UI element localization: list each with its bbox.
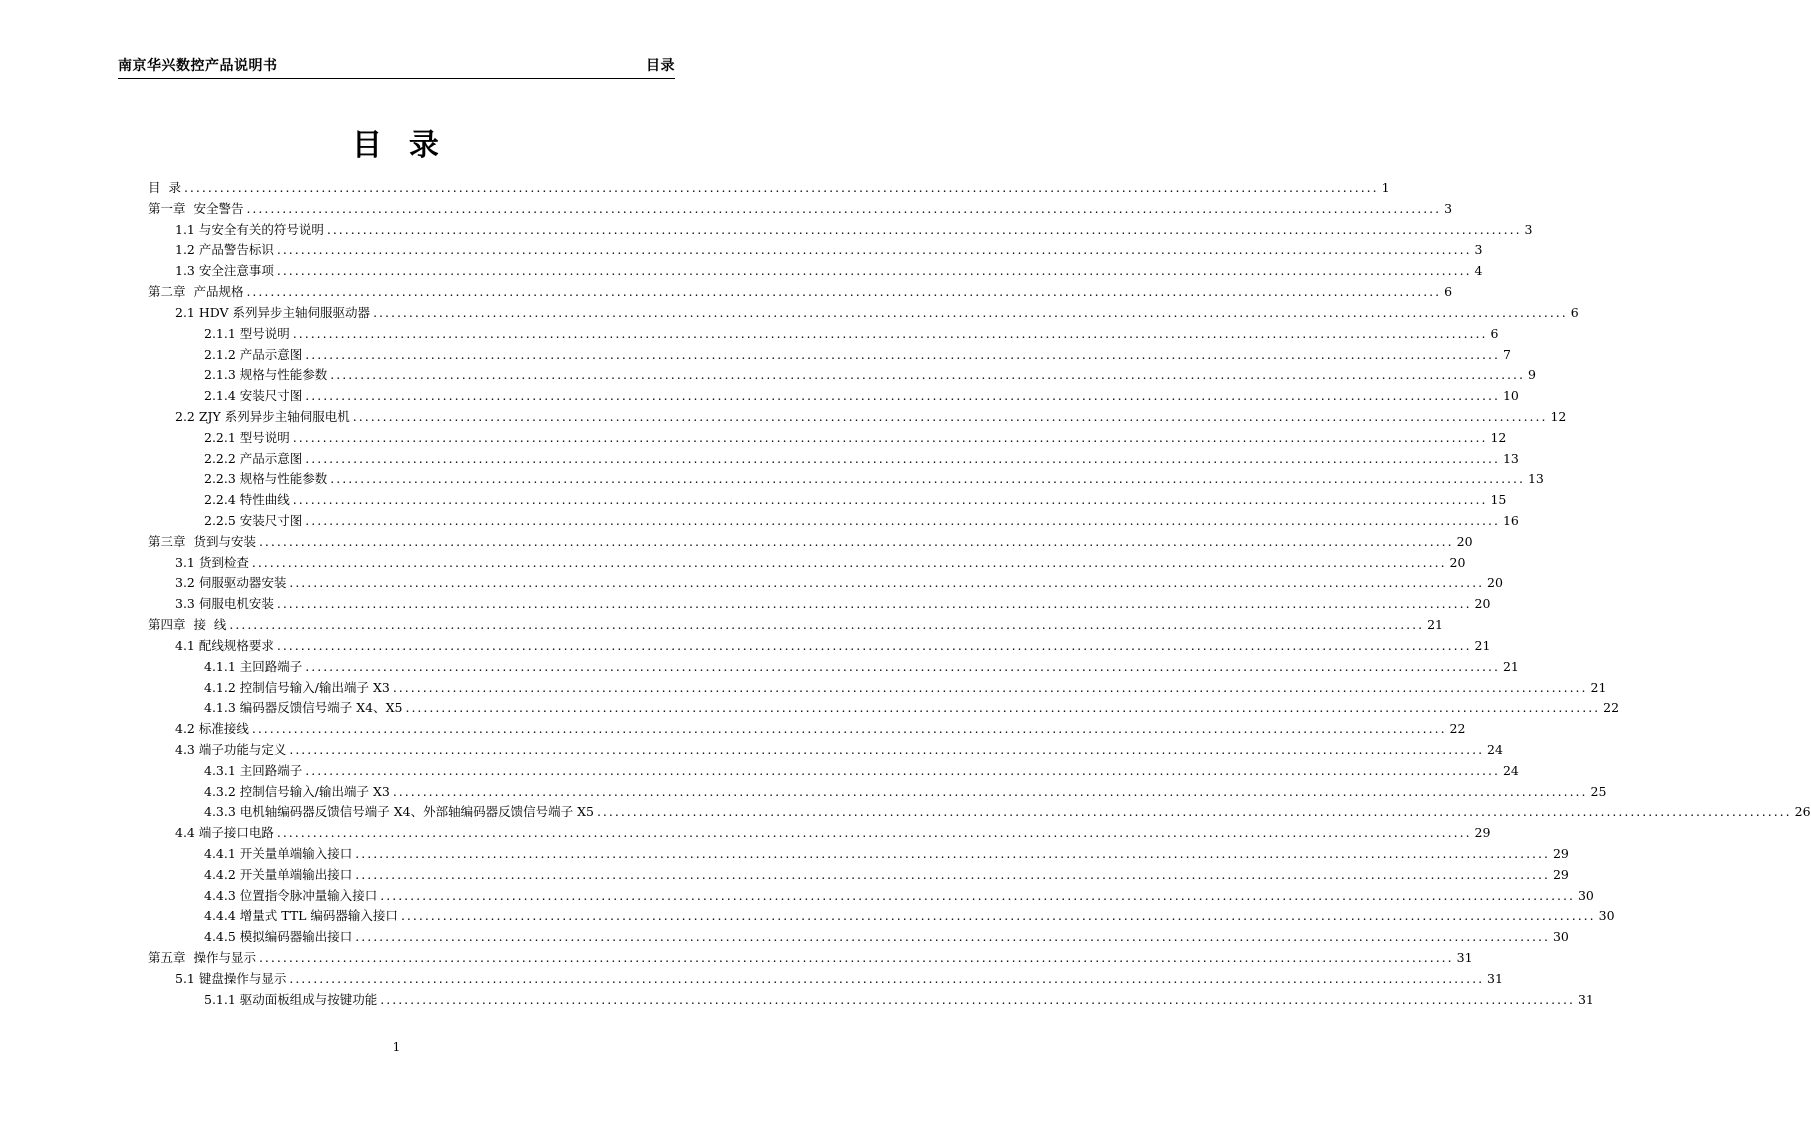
toc-entry[interactable] <box>148 511 1519 532</box>
toc-entry-page: 31 <box>1577 991 1594 1007</box>
toc-entry-label: 1.3 安全注意事项 <box>175 263 274 279</box>
toc-entry[interactable] <box>148 240 1483 261</box>
toc-entry[interactable] <box>148 428 1507 449</box>
toc-entry[interactable] <box>148 345 1511 366</box>
toc-entry-page: 30 <box>1552 929 1569 945</box>
toc-entry-label: 4.1.1 主回路端子 <box>204 658 303 674</box>
toc-entry-page: 24 <box>1487 741 1503 757</box>
toc-entry-label: 3.2 伺服驱动器安装 <box>175 575 287 591</box>
toc-entry[interactable] <box>148 698 1620 719</box>
toc-entry-label: 第二章 产品规格 <box>148 284 244 300</box>
toc-entry-page: 13 <box>1502 450 1519 466</box>
toc-entry-label: 2.1.2 产品示意图 <box>204 346 303 362</box>
toc-entry-label: 3.1 货到检查 <box>175 554 249 570</box>
toc-entry-page: 6 <box>1490 325 1499 341</box>
toc-entry[interactable] <box>148 303 1579 324</box>
toc-entry-label: 4.3 端子功能与定义 <box>175 741 287 757</box>
toc-entry-page: 26 <box>1794 804 1811 820</box>
toc-leader-dots: ........................................................................................................................................................................................................ <box>355 846 1550 861</box>
toc-entry[interactable] <box>148 573 1503 594</box>
toc-entry[interactable] <box>148 532 1473 553</box>
toc-leader-dots: ........................................................................................................................................................................................................ <box>292 325 1488 341</box>
toc-leader-dots: ........................................................................................................................................................................................................ <box>229 617 1425 633</box>
toc-entry-label: 2.1 HDV 系列异步主轴伺服驱动器 <box>175 304 371 320</box>
toc-entry-label: 2.2 ZJY 系列异步主轴伺服电机 <box>175 408 350 424</box>
toc-entry-label: 5.1 键盘操作与显示 <box>175 970 287 986</box>
toc-entry[interactable] <box>148 636 1491 657</box>
toc-leader-dots: ........................................................................................................................................................................................................ <box>596 804 1792 820</box>
toc-entry[interactable] <box>148 220 1533 241</box>
toc-leader-dots: ........................................................................................................................................................................................................ <box>276 242 1472 258</box>
toc-leader-dots: ........................................................................................................................................................................................................ <box>305 762 1500 778</box>
toc-entry[interactable] <box>148 615 1443 636</box>
toc-entry-page: 29 <box>1552 846 1569 861</box>
toc-entry-label: 1.1 与安全有关的符号说明 <box>175 221 324 237</box>
toc-leader-dots: ........................................................................................................................................................................................................ <box>289 741 1485 757</box>
toc-leader-dots: ........................................................................................................................................................................................................ <box>326 221 1522 237</box>
toc-entry[interactable] <box>148 449 1519 470</box>
toc-entry[interactable] <box>148 407 1567 428</box>
toc-entry[interactable] <box>148 823 1491 844</box>
toc-entry-page: 3 <box>1524 221 1533 237</box>
toc-entry[interactable] <box>148 490 1507 511</box>
toc-entry-page: 6 <box>1444 284 1453 300</box>
toc-entry-page: 29 <box>1474 825 1491 841</box>
toc-entry-label: 2.2.3 规格与性能参数 <box>204 471 328 487</box>
toc-leader-dots: ........................................................................................................................................................................................................ <box>330 471 1525 487</box>
toc-entry-label: 第五章 操作与显示 <box>148 950 256 966</box>
toc-entry[interactable] <box>148 719 1466 740</box>
toc-entry-page: 22 <box>1603 700 1620 716</box>
toc-entry[interactable] <box>148 594 1491 615</box>
toc-entry-page: 30 <box>1598 908 1615 924</box>
toc-entry[interactable] <box>148 386 1519 407</box>
toc-entry-label: 4.4.5 模拟编码器输出接口 <box>204 929 353 945</box>
toc-leader-dots: ........................................................................................................................................................................................................ <box>251 554 1447 570</box>
toc-entry-page: 31 <box>1456 950 1473 966</box>
toc-entry-label: 4.3.2 控制信号输入/输出端子 X3 <box>204 783 390 799</box>
toc-leader-dots: ........................................................................................................................................................................................................ <box>392 679 1588 695</box>
toc-entry[interactable] <box>148 865 1569 886</box>
toc-entry[interactable] <box>148 927 1569 948</box>
toc-entry[interactable] <box>148 178 1390 199</box>
toc-entry-label: 4.3.3 电机轴编码器反馈信号端子 X4、外部轴编码器反馈信号端子 X5 <box>204 804 594 820</box>
toc-entry[interactable] <box>148 802 1811 823</box>
toc-leader-dots: ........................................................................................................................................................................................................ <box>400 908 1596 924</box>
toc-entry-page: 12 <box>1550 408 1567 424</box>
toc-entry-label: 2.1.3 规格与性能参数 <box>204 367 328 383</box>
toc-entry-page: 21 <box>1474 637 1491 653</box>
toc-leader-dots: ........................................................................................................................................................................................................ <box>276 596 1472 612</box>
toc-entry-label: 2.2.4 特性曲线 <box>204 492 290 508</box>
toc-leader-dots: ........................................................................................................................................................................................................ <box>276 825 1472 841</box>
toc-entry-label: 4.4.3 位置指令脉冲量输入接口 <box>204 887 378 903</box>
toc-entry[interactable] <box>148 990 1594 1011</box>
toc-entry-label: 2.2.1 型号说明 <box>204 429 290 445</box>
toc-leader-dots: ........................................................................................................................................................................................................ <box>330 367 1525 383</box>
toc-leader-dots: ........................................................................................................................................................................................................ <box>183 180 1379 195</box>
toc-entry[interactable] <box>148 261 1483 282</box>
toc-entry-label: 2.1.4 安装尺寸图 <box>204 388 303 404</box>
toc-leader-dots: ........................................................................................................................................................................................................ <box>380 887 1575 903</box>
toc-entry[interactable] <box>148 948 1473 969</box>
toc-leader-dots: ........................................................................................................................................................................................................ <box>258 533 1454 549</box>
toc-leader-dots: ........................................................................................................................................................................................................ <box>276 637 1472 653</box>
toc-entry-label: 2.2.5 安装尺寸图 <box>204 513 303 528</box>
toc-entry-page: 21 <box>1427 617 1443 633</box>
toc-entry[interactable] <box>148 844 1569 865</box>
toc-entry-label: 5.1.1 驱动面板组成与按键功能 <box>204 991 378 1007</box>
toc-entry-label: 4.4 端子接口电路 <box>175 825 274 841</box>
toc-entry-page: 31 <box>1487 970 1503 986</box>
toc-entry-label: 第三章 货到与安装 <box>148 533 256 549</box>
toc-leader-dots: ........................................................................................................................................................................................................ <box>380 991 1575 1007</box>
toc-entry[interactable] <box>148 282 1453 303</box>
toc-entry[interactable] <box>148 469 1544 490</box>
toc-entry-page: 1 <box>1381 180 1390 195</box>
toc-entry-label: 第四章 接 线 <box>148 617 227 633</box>
toc-entry-page: 12 <box>1490 429 1507 445</box>
toc-entry-label: 4.3.1 主回路端子 <box>204 762 303 778</box>
toc-leader-dots: ........................................................................................................................................................................................................ <box>392 783 1588 799</box>
toc-entry-label: 4.1.3 编码器反馈信号端子 X4、X5 <box>204 700 403 716</box>
toc-entry-page: 9 <box>1527 367 1536 383</box>
toc-leader-dots: ........................................................................................................................................................................................................ <box>276 263 1472 279</box>
header-section-title: 目录 <box>646 58 675 74</box>
toc-leader-dots: ........................................................................................................................................................................................................ <box>292 492 1488 508</box>
toc-entry[interactable] <box>148 886 1594 907</box>
toc-entry-page: 25 <box>1590 783 1607 799</box>
toc-leader-dots: ........................................................................................................................................................................................................ <box>355 866 1550 882</box>
toc-leader-dots: ........................................................................................................................................................................................................ <box>292 429 1488 445</box>
toc-entry-page: 20 <box>1487 575 1503 591</box>
toc-leader-dots: ........................................................................................................................................................................................................ <box>305 346 1500 362</box>
toc-leader-dots: ........................................................................................................................................................................................................ <box>246 200 1442 216</box>
page-number: 1 <box>392 1040 401 1054</box>
toc-entry[interactable] <box>148 906 1615 927</box>
toc-leader-dots: ........................................................................................................................................................................................................ <box>289 970 1485 986</box>
toc-leader-dots: ........................................................................................................................................................................................................ <box>251 721 1447 737</box>
toc-entry-label: 第一章 安全警告 <box>148 200 244 216</box>
toc-entry-page: 13 <box>1527 471 1544 487</box>
toc-leader-dots: ........................................................................................................................................................................................................ <box>305 450 1500 466</box>
toc-entry-page: 21 <box>1502 658 1519 674</box>
toc-entry-label: 2.1.1 型号说明 <box>204 325 290 341</box>
toc-leader-dots: ........................................................................................................................................................................................................ <box>405 700 1601 716</box>
toc-entry-label: 1.2 产品警告标识 <box>175 242 274 258</box>
toc-leader-dots: ........................................................................................................................................................................................................ <box>305 513 1500 528</box>
toc-leader-dots: ........................................................................................................................................................................................................ <box>355 929 1550 945</box>
toc-entry-label: 4.1 配线规格要求 <box>175 637 274 653</box>
toc-entry-page: 29 <box>1552 866 1569 882</box>
toc-leader-dots: ........................................................................................................................................................................................................ <box>305 658 1500 674</box>
toc-entry-page: 4 <box>1474 263 1483 279</box>
toc-entry-label: 4.1.2 控制信号输入/输出端子 X3 <box>204 679 390 695</box>
toc-entry-page: 3 <box>1444 200 1453 216</box>
toc-entry-page: 20 <box>1474 596 1491 612</box>
toc-entry[interactable] <box>148 782 1607 803</box>
toc-leader-dots: ........................................................................................................................................................................................................ <box>373 304 1568 320</box>
toc-entry-page: 6 <box>1570 304 1579 320</box>
toc-leader-dots: ........................................................................................................................................................................................................ <box>352 408 1548 424</box>
toc-leader-dots: ........................................................................................................................................................................................................ <box>246 284 1442 300</box>
toc-entry[interactable] <box>148 324 1499 345</box>
toc-leader-dots: ........................................................................................................................................................................................................ <box>258 950 1454 966</box>
toc-entry-page: 10 <box>1502 388 1519 404</box>
toc-entry[interactable] <box>148 678 1607 699</box>
toc-entry-page: 30 <box>1577 887 1594 903</box>
page-header <box>118 56 675 79</box>
toc-entry[interactable] <box>148 365 1536 386</box>
toc-leader-dots: ........................................................................................................................................................................................................ <box>289 575 1485 591</box>
toc-entry-page: 15 <box>1490 492 1507 508</box>
header-doc-title: 南京华兴数控产品说明书 <box>118 58 278 74</box>
toc-entry-label: 4.4.1 开关量单端输入接口 <box>204 846 353 861</box>
toc-entry-label: 目 录 <box>148 180 181 195</box>
toc-entry[interactable] <box>148 199 1453 220</box>
toc-entry[interactable] <box>148 761 1519 782</box>
toc-entry-label: 4.4.4 增量式 TTL 编码器输入接口 <box>204 908 398 924</box>
toc-entry-page: 3 <box>1474 242 1483 258</box>
toc-entry-page: 20 <box>1449 554 1466 570</box>
toc-entry-page: 7 <box>1502 346 1511 362</box>
toc-entry[interactable] <box>148 969 1503 990</box>
toc-entry-page: 22 <box>1449 721 1466 737</box>
toc-entry-label: 2.2.2 产品示意图 <box>204 450 303 466</box>
toc-entry-page: 20 <box>1456 533 1473 549</box>
toc-entry[interactable] <box>148 553 1466 574</box>
toc-entry-page: 16 <box>1502 513 1519 528</box>
page-title: 目 录 <box>352 128 441 163</box>
toc-entry[interactable] <box>148 740 1503 761</box>
toc-entry-page: 24 <box>1502 762 1519 778</box>
toc-entry-label: 4.2 标准接线 <box>175 721 249 737</box>
table-of-contents <box>148 178 1811 1011</box>
toc-entry[interactable] <box>148 657 1519 678</box>
toc-entry-label: 3.3 伺服电机安装 <box>175 596 274 612</box>
toc-entry-label: 4.4.2 开关量单端输出接口 <box>204 866 353 882</box>
toc-entry-page: 21 <box>1590 679 1607 695</box>
toc-leader-dots: ........................................................................................................................................................................................................ <box>305 388 1500 404</box>
